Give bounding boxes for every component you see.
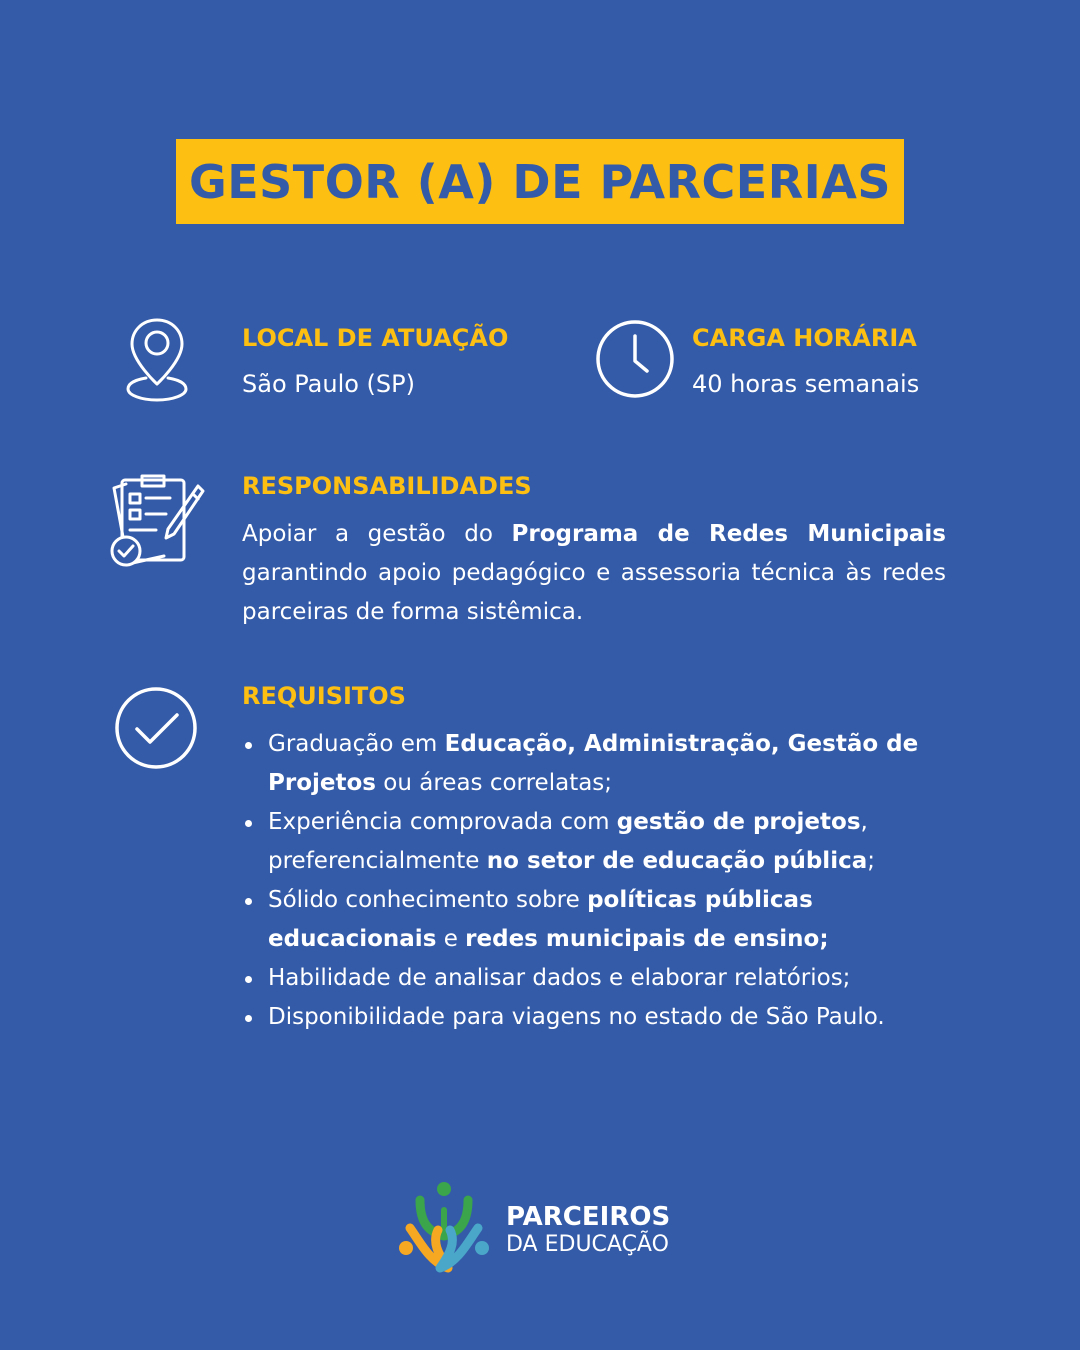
logo-text-parceiros: PARCEIROS <box>506 1202 671 1232</box>
logo-text-educacao: DA EDUCAÇÃO <box>506 1232 669 1257</box>
list-item: Habilidade de analisar dados e elaborar relatórios; <box>242 959 982 998</box>
list-item: Experiência comprovada com gestão de projetos, preferencialmente no setor de educação pública; <box>242 803 982 881</box>
checklist-document-icon <box>104 472 208 572</box>
page-title: GESTOR (A) DE PARCERIAS <box>189 154 891 209</box>
list-item: Sólido conhecimento sobre políticas públicas educacionais e redes municipais de ensino; <box>242 881 982 959</box>
location-pin-icon <box>122 316 192 404</box>
requisitos-list <box>242 725 982 1037</box>
carga-heading: CARGA HORÁRIA <box>692 324 917 352</box>
responsabilidades-heading: RESPONSABILIDADES <box>242 472 532 500</box>
title-banner <box>176 139 904 224</box>
responsabilidades-text: Apoiar a gestão do Programa de Redes Municipais garantindo apoio pedagógico e assessoria técnica às redes parceiras de forma sistêmica. <box>242 521 946 625</box>
carga-value: 40 horas semanais <box>692 370 920 398</box>
local-value: São Paulo (SP) <box>242 370 415 398</box>
logo-mark <box>398 1180 494 1278</box>
list-item: Disponibilidade para viagens no estado de São Paulo. <box>242 998 982 1037</box>
list-item: Graduação em Educação, Administração, Gestão de Projetos ou áreas correlatas; <box>242 725 982 803</box>
local-heading: LOCAL DE ATUAÇÃO <box>242 324 509 352</box>
check-circle-icon <box>113 685 199 771</box>
clock-icon <box>594 318 676 400</box>
requisitos-heading: REQUISITOS <box>242 682 406 710</box>
